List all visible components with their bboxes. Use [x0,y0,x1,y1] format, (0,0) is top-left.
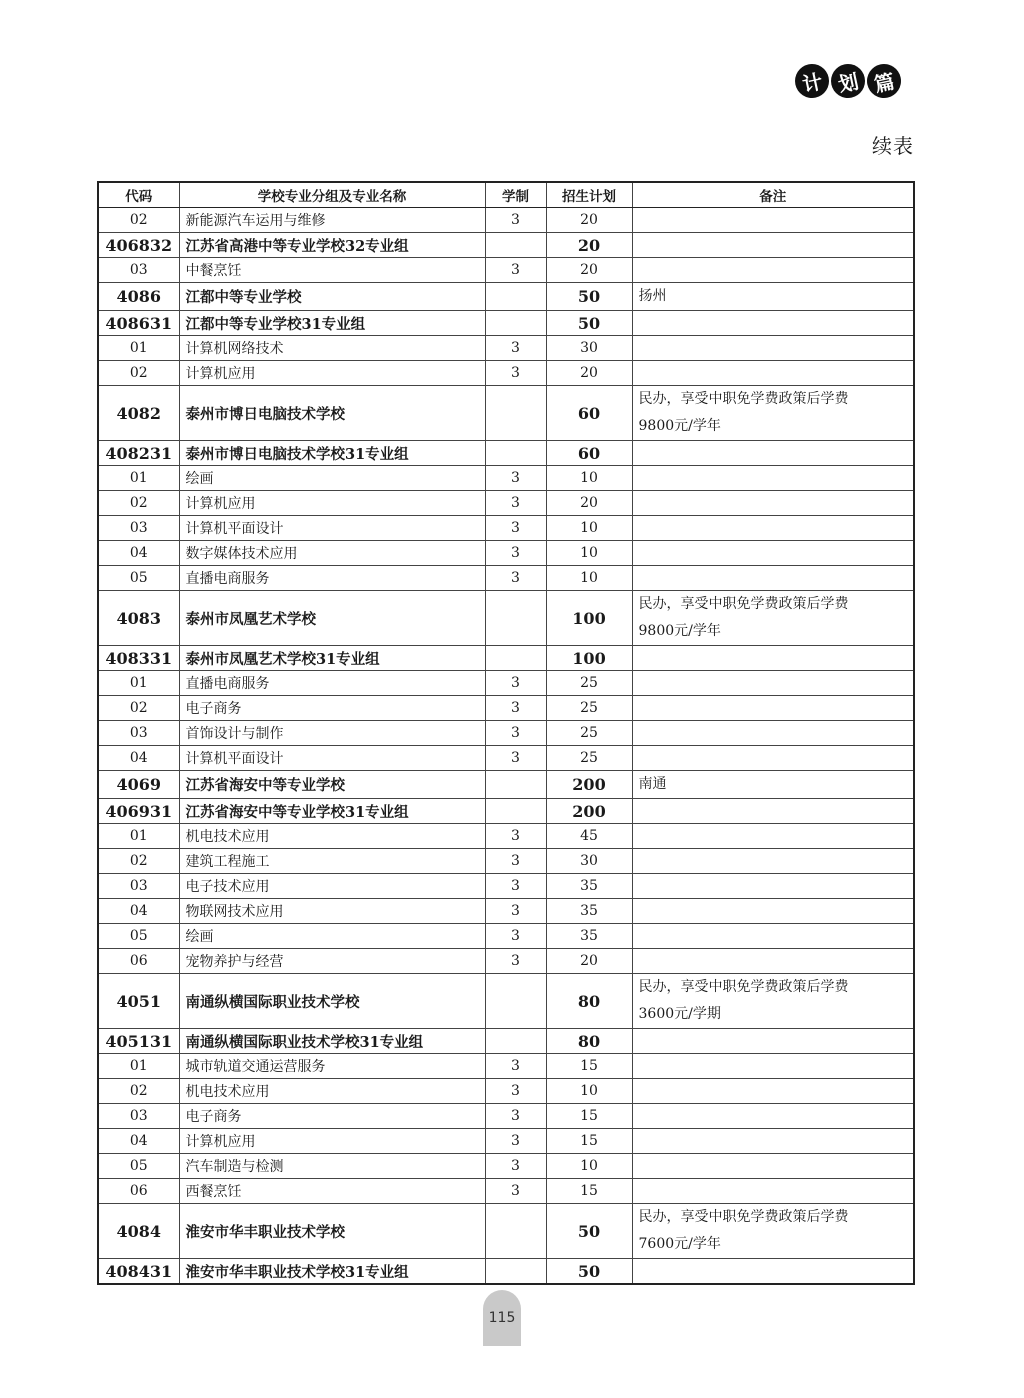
plan-cell: 25 [546,696,632,721]
name-cell: 物联网技术应用 [179,899,485,924]
note-line: 民办，享受中职免学费政策后学费 [638,979,849,995]
note-cell [632,283,914,311]
name-cell: 计算机应用 [179,491,485,516]
plan-cell: 60 [546,441,632,466]
plan-cell: 80 [546,1029,632,1054]
plan-cell: 20 [546,949,632,974]
code-cell: 06 [98,949,179,974]
code-cell: 406931 [98,799,179,824]
code-cell: 02 [98,208,179,233]
plan-cell: 100 [546,646,632,671]
years-cell [485,386,546,441]
plan-cell: 20 [546,233,632,258]
table-row [98,1204,914,1259]
table-row [98,746,914,771]
code-cell: 02 [98,849,179,874]
note-cell [632,746,914,771]
table-row [98,1154,914,1179]
years-cell: 3 [485,541,546,566]
note-line-2: 3600元/学期 [638,1006,721,1022]
years-cell: 3 [485,696,546,721]
name-cell: 直播电商服务 [179,566,485,591]
years-cell: 3 [485,258,546,283]
table-row [98,1179,914,1204]
note-cell [632,466,914,491]
name-cell: 泰州市凤凰艺术学校31专业组 [179,646,485,671]
code-cell: 408331 [98,646,179,671]
plan-cell: 25 [546,721,632,746]
table-row [98,541,914,566]
code-cell: 03 [98,516,179,541]
code-cell: 06 [98,1179,179,1204]
continued-label: 续表 [872,134,914,158]
table-row [98,974,914,1029]
header-code: 代码 [98,182,179,208]
note-cell [632,361,914,386]
name-cell: 淮安市华丰职业技术学校 [179,1204,485,1259]
table-row [98,591,914,646]
table-row [98,721,914,746]
code-cell: 03 [98,721,179,746]
note-cell [632,824,914,849]
code-cell: 4069 [98,771,179,799]
name-cell: 计算机应用 [179,1129,485,1154]
note-cell [632,1079,914,1104]
years-cell [485,771,546,799]
note-cell [632,1054,914,1079]
enrollment-plan-table [97,181,915,1285]
note-line: 扬州 [638,288,667,304]
code-cell: 01 [98,1054,179,1079]
note-cell [632,566,914,591]
code-cell: 4084 [98,1204,179,1259]
note-cell [632,1204,914,1259]
years-cell: 3 [485,208,546,233]
note-cell [632,516,914,541]
name-cell: 淮安市华丰职业技术学校31专业组 [179,1259,485,1285]
table-row [98,799,914,824]
table-row [98,386,914,441]
table-row [98,874,914,899]
name-cell: 绘画 [179,466,485,491]
name-cell: 计算机平面设计 [179,516,485,541]
note-line-2: 9800元/学年 [638,623,721,639]
plan-cell: 80 [546,974,632,1029]
name-cell: 江苏省高港中等专业学校32专业组 [179,233,485,258]
section-logo [795,64,905,104]
plan-cell: 10 [546,516,632,541]
name-cell: 江都中等专业学校31专业组 [179,311,485,336]
note-line: 民办，享受中职免学费政策后学费 [638,391,849,407]
years-cell: 3 [485,491,546,516]
table-row [98,208,914,233]
table-row [98,1259,914,1285]
years-cell: 3 [485,1179,546,1204]
years-cell [485,1259,546,1285]
code-cell: 01 [98,336,179,361]
plan-cell: 50 [546,311,632,336]
code-cell: 02 [98,361,179,386]
note-cell [632,311,914,336]
years-cell: 3 [485,824,546,849]
years-cell: 3 [485,899,546,924]
plan-cell: 15 [546,1104,632,1129]
table-row [98,949,914,974]
code-cell: 408631 [98,311,179,336]
plan-cell: 30 [546,336,632,361]
table-row [98,566,914,591]
table-row [98,696,914,721]
table-row [98,233,914,258]
name-cell: 江苏省海安中等专业学校31专业组 [179,799,485,824]
code-cell: 02 [98,1079,179,1104]
note-cell [632,771,914,799]
name-cell: 计算机应用 [179,361,485,386]
note-cell [632,721,914,746]
note-cell [632,1179,914,1204]
code-cell: 4086 [98,283,179,311]
name-cell: 宠物养护与经营 [179,949,485,974]
code-cell: 01 [98,671,179,696]
name-cell: 西餐烹饪 [179,1179,485,1204]
plan-cell: 10 [546,466,632,491]
plan-cell: 10 [546,541,632,566]
plan-cell: 15 [546,1179,632,1204]
table-row [98,1079,914,1104]
years-cell [485,1204,546,1259]
plan-cell: 10 [546,566,632,591]
table-row [98,671,914,696]
note-cell [632,949,914,974]
plan-cell: 50 [546,1204,632,1259]
name-cell: 江都中等专业学校 [179,283,485,311]
years-cell [485,441,546,466]
name-cell: 计算机平面设计 [179,746,485,771]
name-cell: 绘画 [179,924,485,949]
note-line-2: 7600元/学年 [638,1236,721,1252]
code-cell: 04 [98,899,179,924]
name-cell: 新能源汽车运用与维修 [179,208,485,233]
table-row [98,441,914,466]
name-cell: 机电技术应用 [179,1079,485,1104]
plan-cell: 25 [546,746,632,771]
code-cell: 05 [98,1154,179,1179]
plan-cell: 20 [546,258,632,283]
years-cell [485,311,546,336]
table-row [98,771,914,799]
table-row [98,849,914,874]
years-cell: 3 [485,566,546,591]
table-row [98,466,914,491]
note-cell [632,208,914,233]
note-cell [632,336,914,361]
years-cell: 3 [485,721,546,746]
table-row [98,283,914,311]
plan-cell: 50 [546,1259,632,1285]
plan-cell: 45 [546,824,632,849]
table-row [98,824,914,849]
code-cell: 406832 [98,233,179,258]
code-cell: 4051 [98,974,179,1029]
note-cell [632,1154,914,1179]
note-cell [632,1029,914,1054]
note-cell [632,233,914,258]
years-cell [485,1029,546,1054]
code-cell: 02 [98,491,179,516]
name-cell: 建筑工程施工 [179,849,485,874]
years-cell: 3 [485,746,546,771]
plan-cell: 30 [546,849,632,874]
note-cell [632,646,914,671]
table-row [98,1104,914,1129]
plan-cell: 20 [546,491,632,516]
name-cell: 泰州市博日电脑技术学校31专业组 [179,441,485,466]
note-cell [632,1259,914,1285]
code-cell: 03 [98,874,179,899]
name-cell: 江苏省海安中等专业学校 [179,771,485,799]
logo-char-3: 篇 [864,61,904,101]
name-cell: 泰州市博日电脑技术学校 [179,386,485,441]
name-cell: 南通纵横国际职业技术学校31专业组 [179,1029,485,1054]
code-cell: 05 [98,924,179,949]
code-cell: 408231 [98,441,179,466]
years-cell: 3 [485,466,546,491]
header-name: 学校专业分组及专业名称 [179,182,485,208]
note-cell [632,1129,914,1154]
code-cell: 4082 [98,386,179,441]
table-row [98,1029,914,1054]
name-cell: 电子商务 [179,1104,485,1129]
years-cell: 3 [485,671,546,696]
table-row [98,491,914,516]
name-cell: 泰州市凤凰艺术学校 [179,591,485,646]
note-cell [632,386,914,441]
name-cell: 城市轨道交通运营服务 [179,1054,485,1079]
header-years: 学制 [485,182,546,208]
years-cell [485,283,546,311]
note-cell [632,671,914,696]
note-cell [632,441,914,466]
table-row [98,899,914,924]
name-cell: 机电技术应用 [179,824,485,849]
note-cell [632,258,914,283]
years-cell: 3 [485,1079,546,1104]
plan-cell: 200 [546,771,632,799]
name-cell: 中餐烹饪 [179,258,485,283]
note-cell [632,799,914,824]
note-cell [632,491,914,516]
plan-cell: 10 [546,1079,632,1104]
name-cell: 直播电商服务 [179,671,485,696]
plan-cell: 15 [546,1054,632,1079]
code-cell: 405131 [98,1029,179,1054]
table-row [98,924,914,949]
note-cell [632,1104,914,1129]
header-note: 备注 [632,182,914,208]
years-cell: 3 [485,361,546,386]
years-cell: 3 [485,1129,546,1154]
header-plan: 招生计划 [546,182,632,208]
plan-cell: 50 [546,283,632,311]
note-line: 民办，享受中职免学费政策后学费 [638,1209,849,1225]
note-cell [632,924,914,949]
name-cell: 电子商务 [179,696,485,721]
page-number: 115 [483,1290,521,1346]
code-cell: 408431 [98,1259,179,1285]
table-header-row [98,182,914,208]
name-cell: 计算机网络技术 [179,336,485,361]
code-cell: 04 [98,541,179,566]
table-row [98,1054,914,1079]
code-cell: 03 [98,1104,179,1129]
plan-cell: 20 [546,361,632,386]
plan-cell: 35 [546,874,632,899]
note-line: 南通 [638,776,667,792]
code-cell: 02 [98,696,179,721]
code-cell: 01 [98,466,179,491]
plan-cell: 35 [546,899,632,924]
note-cell [632,696,914,721]
code-cell: 05 [98,566,179,591]
name-cell: 数字媒体技术应用 [179,541,485,566]
years-cell: 3 [485,516,546,541]
table-row [98,516,914,541]
name-cell: 汽车制造与检测 [179,1154,485,1179]
note-line: 民办，享受中职免学费政策后学费 [638,596,849,612]
code-cell: 4083 [98,591,179,646]
years-cell: 3 [485,849,546,874]
table-row [98,258,914,283]
years-cell: 3 [485,1054,546,1079]
logo-char-2: 划 [828,61,868,101]
note-cell [632,874,914,899]
plan-cell: 60 [546,386,632,441]
name-cell: 电子技术应用 [179,874,485,899]
years-cell: 3 [485,336,546,361]
years-cell [485,233,546,258]
code-cell: 04 [98,746,179,771]
years-cell: 3 [485,874,546,899]
code-cell: 04 [98,1129,179,1154]
years-cell [485,591,546,646]
name-cell: 首饰设计与制作 [179,721,485,746]
table-row [98,336,914,361]
logo-char-1: 计 [792,61,832,101]
name-cell: 南通纵横国际职业技术学校 [179,974,485,1029]
plan-cell: 10 [546,1154,632,1179]
plan-cell: 100 [546,591,632,646]
years-cell: 3 [485,924,546,949]
note-line-2: 9800元/学年 [638,418,721,434]
years-cell: 3 [485,1154,546,1179]
plan-cell: 20 [546,208,632,233]
code-cell: 03 [98,258,179,283]
note-cell [632,591,914,646]
plan-cell: 15 [546,1129,632,1154]
note-cell [632,899,914,924]
table-row [98,1129,914,1154]
table-row [98,361,914,386]
note-cell [632,541,914,566]
note-cell [632,974,914,1029]
years-cell: 3 [485,949,546,974]
table-row [98,646,914,671]
plan-cell: 35 [546,924,632,949]
note-cell [632,849,914,874]
plan-cell: 25 [546,671,632,696]
years-cell [485,974,546,1029]
years-cell [485,646,546,671]
plan-cell: 200 [546,799,632,824]
years-cell: 3 [485,1104,546,1129]
table-row [98,311,914,336]
years-cell [485,799,546,824]
code-cell: 01 [98,824,179,849]
